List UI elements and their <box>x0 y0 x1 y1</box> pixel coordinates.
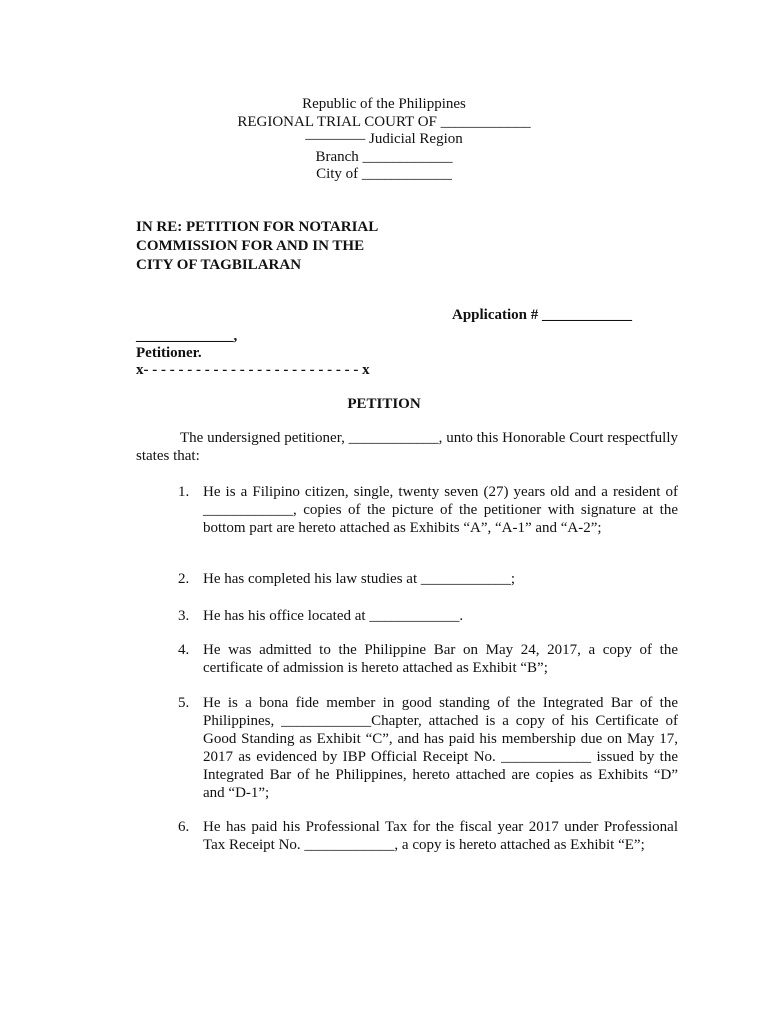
item-text: He has paid his Professional Tax for the fiscal year 2017 under Professional Tax Receipt No. ____________, a copy is hereto attached as Exhibit “E”; <box>203 819 678 853</box>
item-number: 1. <box>178 484 190 500</box>
list-item <box>178 641 678 677</box>
item-number: 4. <box>178 642 190 658</box>
caption-line-3: CITY OF TAGBILARAN <box>136 257 302 273</box>
item-text: He has his office located at ____________. <box>203 608 464 624</box>
petitioner-label: Petitioner. <box>136 345 202 361</box>
item-text: He has completed his law studies at ____________; <box>203 571 516 587</box>
list-item <box>178 694 678 802</box>
item-number: 2. <box>178 571 190 587</box>
document-title: PETITION <box>347 396 421 412</box>
item-number: 6. <box>178 819 190 835</box>
header-branch: Branch ____________ <box>315 149 453 165</box>
petitioner-blank: _____________, <box>136 328 238 344</box>
item-number: 5. <box>178 695 190 711</box>
list-item <box>178 818 678 854</box>
list-item <box>178 570 678 588</box>
item-text: He was admitted to the Philippine Bar on May 24, 2017, a copy of the certificate of admission is hereto attached as Exhibit “B”; <box>203 642 678 676</box>
item-text: He is a Filipino citizen, single, twenty seven (27) years old and a resident of ____________, copies of the picture of the petitioner with signature at the bottom part are hereto attached as Exhibits “A”, “A-1” and “A-2”; <box>203 484 678 536</box>
intro-paragraph: The undersigned petitioner, ____________, unto this Honorable Court respectfully states that: <box>136 430 678 464</box>
list-item <box>178 607 678 625</box>
item-number: 3. <box>178 608 190 624</box>
caption-line-2: COMMISSION FOR AND IN THE <box>136 238 365 254</box>
header-judicial-region: ———— Judicial Region <box>305 131 463 147</box>
caption-line-1: IN RE: PETITION FOR NOTARIAL <box>136 219 379 235</box>
application-number: Application # ____________ <box>452 307 633 323</box>
caption-divider: x- - - - - - - - - - - - - - - - - - - - - - - - - x <box>136 362 370 378</box>
header-city: City of ____________ <box>316 166 452 182</box>
header-court: REGIONAL TRIAL COURT OF ____________ <box>237 114 531 130</box>
case-caption <box>136 218 456 275</box>
item-text: He is a bona fide member in good standing of the Integrated Bar of the Philippines, ____________Chapter, attached is a copy of his Certificate of Good Standing as Exhibit “C”, and has paid his membership due on May 17, 2017 as evidenced by IBP Official Receipt No. ____________ issued by the Integrated Bar of he Philippines, hereto attached are copies as Exhibits “D” and “D-1”; <box>203 695 678 801</box>
list-item <box>178 483 678 537</box>
header-republic: Republic of the Philippines <box>302 96 466 112</box>
